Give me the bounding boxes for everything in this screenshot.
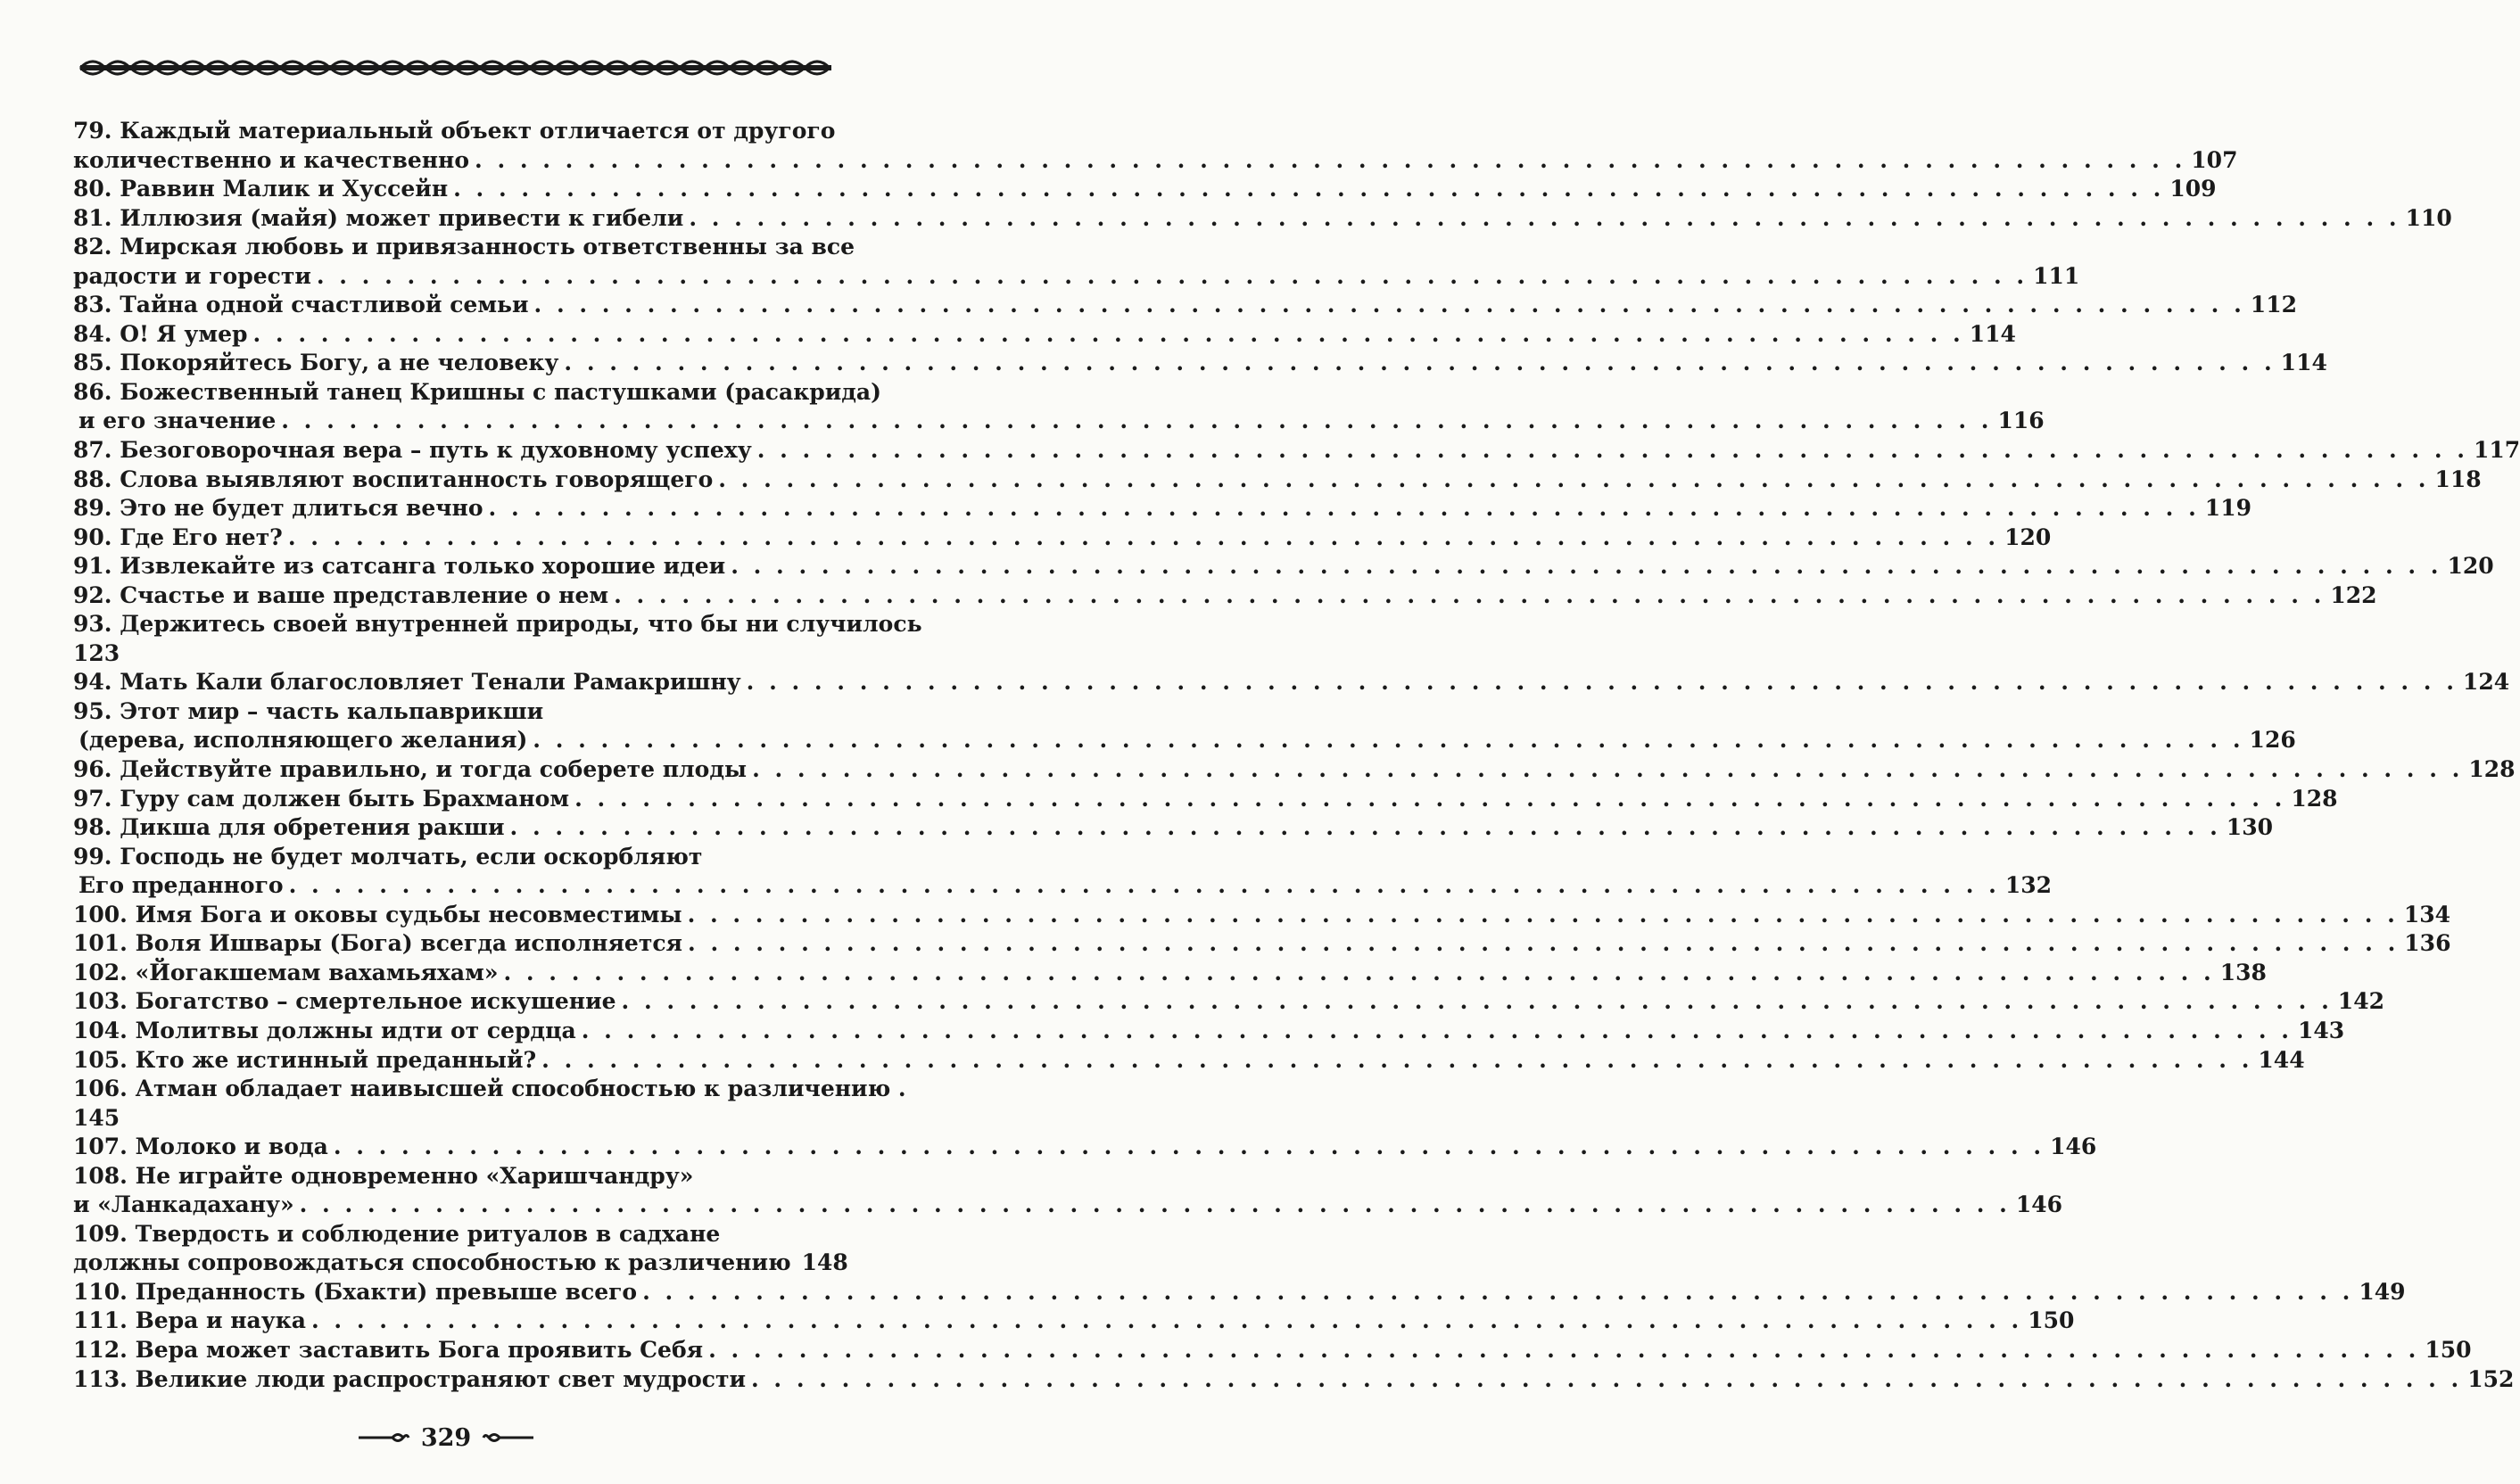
toc-entry [73, 610, 922, 639]
toc-entry-title: 145 [73, 1104, 120, 1131]
toc-entry-page: 109 [2169, 176, 2217, 202]
dot-leader [475, 146, 2185, 176]
toc-entry-title: 95. Этот мир – часть кальпаврикши [73, 697, 544, 724]
toc-entry-title: 83. Тайна одной счастливой семьи [73, 292, 529, 318]
toc-entry-title: 111. Вера и наука [73, 1307, 307, 1334]
toc-entry-title: 123 [73, 639, 120, 666]
dot-leader [289, 871, 2000, 901]
toc-entry-page: 120 [2447, 553, 2494, 580]
toc-entry-page: 148 [801, 1249, 848, 1276]
dot-leader [708, 1336, 2419, 1365]
toc-entry [73, 901, 2451, 930]
toc-entry [73, 668, 2510, 697]
dot-leader [541, 1046, 2252, 1076]
dot-leader [288, 524, 1999, 553]
toc-entry-page: 118 [2434, 466, 2482, 492]
left-flourish-ornament [357, 1430, 410, 1445]
toc-entry-page: 112 [2250, 292, 2297, 318]
toc-entry-title: 89. Это не будет длиться вечно [73, 495, 483, 522]
dot-leader [582, 1017, 2293, 1046]
dot-leader [747, 668, 2458, 697]
dot-leader [534, 291, 2245, 320]
toc-entry [73, 1017, 2345, 1046]
toc-entry-page: 126 [2249, 727, 2296, 754]
right-flourish-ornament [482, 1430, 535, 1445]
toc-entry-page: 136 [2404, 930, 2451, 957]
dot-leader [689, 204, 2400, 234]
toc-entry [73, 1162, 827, 1191]
toc-entry [73, 494, 2251, 524]
toc-entry [73, 233, 855, 262]
toc-entry-title: радости и горести [73, 262, 311, 289]
toc-entry [73, 204, 2452, 234]
dot-leader [622, 987, 2333, 1017]
toc-entry [73, 1191, 2063, 1220]
page-footer [0, 1420, 892, 1455]
toc-entry-title: и его значение [78, 408, 277, 434]
toc-entry-title: 86. Божественный танец Кришны с пастушками (расакрида) [73, 378, 881, 405]
toc-entry-page: 120 [2004, 524, 2052, 550]
toc-entry-page: 138 [2219, 959, 2267, 985]
toc-entry [73, 320, 2016, 350]
dot-leader [642, 1278, 2353, 1307]
dot-leader [533, 726, 2243, 755]
toc-entry [73, 262, 2080, 292]
toc-entry-page: 134 [2403, 901, 2451, 928]
toc-entry-title: Его преданного [78, 872, 284, 899]
toc-entry [73, 1046, 2305, 1076]
toc-entry-title: 91. Извлекайте из сатсанга только хорошие идеи [73, 553, 726, 580]
toc-entry-page: 116 [1997, 408, 2045, 434]
toc-entry-title: 97. Гуру сам должен быть Брахманом [73, 785, 570, 812]
toc-entry-title: должны сопровождаться способностью к различению [73, 1249, 791, 1276]
dot-leader [503, 959, 2214, 988]
dot-leader [334, 1133, 2045, 1162]
toc-entry [73, 1220, 827, 1249]
toc-entry [73, 407, 2045, 436]
toc-entry [73, 291, 2297, 320]
toc-entry [73, 785, 2338, 814]
toc-entry [73, 436, 2520, 466]
toc-entry [73, 349, 2327, 378]
toc-entry [73, 843, 827, 872]
toc-entry-page: 111 [2033, 262, 2080, 289]
toc-entry-title: 106. Атман обладает наивысшей способностью к различению . [73, 1076, 906, 1102]
toc-entry [73, 987, 2384, 1017]
toc-entry [73, 813, 2273, 843]
toc-entry-title: количественно и качественно [73, 146, 470, 173]
toc-entry-title: 107. Молоко и вода [73, 1134, 328, 1160]
dot-leader [564, 349, 2275, 378]
dot-leader [489, 494, 2200, 524]
toc-entry-title: 90. Где Его нет? [73, 524, 283, 550]
toc-entry-title: 101. Воля Ишвары (Бога) всегда исполняется [73, 930, 683, 957]
dot-leader [317, 262, 2028, 292]
dot-leader [453, 175, 2164, 204]
toc-entry [73, 1133, 2097, 1162]
dot-leader [752, 755, 2463, 785]
dot-leader [510, 813, 2221, 843]
toc-entry-title: 87. Безоговорочная вера – путь к духовному успеху [73, 437, 752, 464]
toc-entry [73, 871, 2053, 901]
toc-entry-title: 96. Действуйте правильно, и тогда соберете плоды [73, 756, 748, 783]
dot-leader [731, 552, 2442, 581]
toc-entry-page: 119 [2204, 495, 2251, 522]
toc-entry-page: 143 [2298, 1017, 2345, 1043]
toc-entry-title: 105. Кто же истинный преданный? [73, 1046, 537, 1073]
toc-entry [73, 175, 2217, 204]
toc-entry-page: 128 [2291, 785, 2338, 812]
toc-entry-title: 110. Преданность (Бхакти) превыше всего [73, 1278, 638, 1305]
toc-entry-title: 102. «Йогакшемам вахамьяхам» [73, 959, 499, 985]
toc-entry [73, 1075, 906, 1104]
toc-entry-title: 112. Вера может заставить Бога проявить Себя [73, 1336, 704, 1363]
toc-entry-title: 93. Держитесь своей внутренней природы, что бы ни случилось [73, 611, 922, 638]
toc-entry-title: 100. Имя Бога и оковы судьбы несовместимы [73, 901, 682, 928]
dot-leader [300, 1191, 2011, 1220]
toc-entry-title: 81. Иллюзия (майя) может привести к гибели [73, 204, 684, 231]
toc-entry [73, 1249, 848, 1278]
toc-entry [73, 524, 2052, 553]
toc-entry-page: 122 [2330, 581, 2377, 608]
toc-entry-page: 124 [2462, 669, 2510, 696]
dot-leader [688, 929, 2399, 959]
dot-leader [757, 436, 2468, 466]
toc-entry-page: 128 [2468, 756, 2516, 783]
toc-entry [73, 1104, 827, 1134]
page-number: 329 [420, 1423, 472, 1452]
dot-leader [281, 407, 1992, 436]
toc-entry-page: 146 [2015, 1191, 2063, 1218]
toc-entry-title: и «Ланкадахану» [73, 1191, 294, 1218]
toc-entry-page: 130 [2226, 814, 2273, 841]
toc-entry [73, 697, 827, 727]
toc-entry-title: 85. Покоряйтесь Богу, а не человеку [73, 350, 559, 376]
toc-entry [73, 552, 2494, 581]
toc-entry-title: 99. Господь не будет молчать, если оскорбляют [73, 843, 703, 870]
toc-entry [73, 929, 2451, 959]
toc-entry-title: 80. Раввин Малик и Хуссейн [73, 176, 449, 202]
toc-entry-title: 98. Дикша для обретения ракши [73, 814, 505, 841]
toc-entry-title: 94. Мать Кали благословляет Тенали Рамакришну [73, 669, 741, 696]
toc-entry [73, 117, 836, 146]
toc-entry [73, 581, 2377, 611]
toc-entry-title: 84. О! Я умер [73, 320, 248, 347]
toc-entry-page: 150 [2028, 1307, 2075, 1334]
toc-entry-page: 150 [2425, 1336, 2472, 1363]
toc-entry-page: 142 [2337, 988, 2384, 1015]
toc-entry-title: 113. Великие люди распространяют свет мудрости [73, 1365, 747, 1392]
toc-entry-page: 107 [2191, 146, 2238, 173]
toc-entry-page: 149 [2359, 1278, 2406, 1305]
toc-entry-page: 117 [2473, 437, 2520, 464]
toc-entry-title: (дерева, исполняющего желания) [78, 727, 528, 754]
toc-entry [73, 146, 2238, 176]
toc-entry [73, 755, 2516, 785]
toc-entry-title: 88. Слова выявляют воспитанность говорящего [73, 466, 714, 492]
toc-entry [73, 639, 827, 669]
toc-entry [73, 466, 2482, 495]
toc-entry-page: 114 [2280, 350, 2327, 376]
toc-entry-title: 108. Не играйте одновременно «Харишчандру» [73, 1162, 694, 1189]
table-of-contents [73, 117, 2520, 1394]
toc-entry-title: 104. Молитвы должны идти от сердца [73, 1017, 576, 1043]
toc-entry [73, 1365, 2515, 1395]
toc-entry-page: 132 [2004, 872, 2053, 899]
toc-entry [73, 378, 881, 408]
toc-entry [73, 1307, 2075, 1336]
toc-entry [73, 1336, 2472, 1365]
toc-entry-title: 82. Мирская любовь и привязанность ответственны за все [73, 234, 855, 260]
dot-leader [614, 581, 2325, 611]
dot-leader [718, 466, 2429, 495]
toc-entry-title: 109. Твердость и соблюдение ритуалов в садхане [73, 1220, 721, 1247]
toc-entry-page: 110 [2405, 204, 2452, 231]
dot-leader [253, 320, 1964, 350]
dot-leader [574, 785, 2285, 814]
toc-entry-page: 144 [2258, 1046, 2305, 1073]
toc-entry-title: 92. Счастье и ваше представление о нем [73, 581, 609, 608]
dot-leader [688, 901, 2399, 930]
toc-entry-page: 146 [2050, 1134, 2097, 1160]
toc-entry-title: 103. Богатство – смертельное искушение [73, 988, 616, 1015]
toc-entry-page: 114 [1969, 320, 2016, 347]
toc-entry [73, 1278, 2406, 1307]
toc-entry [73, 726, 2296, 755]
toc-entry-title: 79. Каждый материальный объект отличается от другого [73, 118, 836, 144]
toc-entry-page: 152 [2467, 1365, 2515, 1392]
decorative-border-ornament [80, 55, 831, 80]
toc-entry [73, 959, 2267, 988]
dot-leader [311, 1307, 2022, 1336]
dot-leader [751, 1365, 2462, 1395]
